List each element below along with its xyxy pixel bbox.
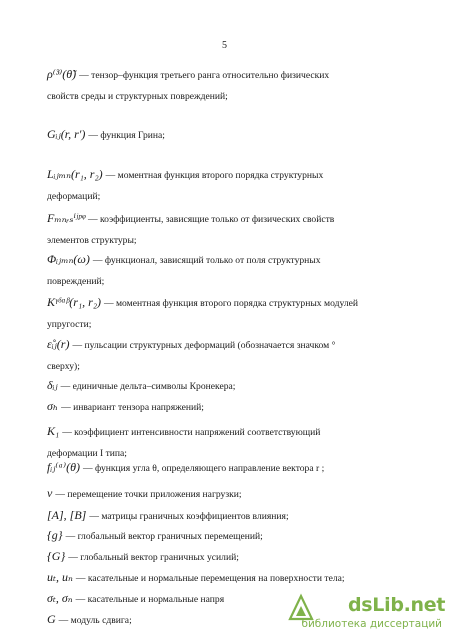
- list-item: [47, 249, 413, 292]
- definition-text: — модуль сдвига;: [58, 615, 132, 626]
- definition-text: — функция угла θ, определяющего направление вектора r ;: [82, 463, 325, 474]
- math-symbol: {G}: [47, 549, 66, 563]
- definition-text: — коэффициент интенсивности напряжений соответствующий: [62, 427, 321, 438]
- definition-text: — единичные дельта–символы Кронекера;: [60, 381, 236, 392]
- list-item: [47, 124, 413, 146]
- math-symbol: [A], [B]: [47, 508, 87, 522]
- watermark: [286, 592, 446, 632]
- list-item: [47, 208, 413, 251]
- list-item: [47, 525, 413, 547]
- definition-text: — инвариант тензора напряжений;: [61, 402, 204, 413]
- definition-continuation: деформаций;: [47, 191, 101, 202]
- watermark-tagline: библиотека диссертаций: [301, 618, 442, 630]
- list-item: [47, 483, 413, 505]
- math-symbol: Fₘₙᵣₛⁱʲᵖᵠ: [47, 211, 85, 225]
- list-item: [47, 457, 413, 479]
- math-symbol: Gᵢⱼ(r, r′): [47, 127, 86, 141]
- math-symbol: {g}: [47, 528, 63, 542]
- definition-text: — моментная функция второго порядка структурных модулей: [103, 298, 359, 309]
- list-item: [47, 164, 413, 207]
- list-item: [47, 334, 413, 377]
- definition-text: — тензор–функция третьего ранга относительно физических: [79, 70, 330, 81]
- definition-text: — матрицы граничных коэффициентов влияния;: [89, 511, 289, 522]
- math-symbol: Kᵞᵟᵅᵝ(r₁, r₂): [47, 295, 101, 309]
- definition-text: — пульсации структурных деформаций (обозначается значком °: [72, 340, 336, 351]
- definition-text: — функционал, зависящий только от поля структурных: [92, 255, 321, 266]
- math-symbol: δᵢⱼ: [47, 378, 58, 392]
- math-symbol: ε̊ᵢⱼ(r): [47, 337, 70, 351]
- list-item: [47, 396, 413, 418]
- math-symbol: fᵢⱼ⁽ᵃ⁾(θ): [47, 460, 80, 474]
- list-item: [47, 505, 413, 527]
- math-symbol: Φᵢⱼₘₙ(ω): [47, 252, 90, 266]
- list-item: [47, 375, 413, 397]
- definition-text: — перемещение точки приложения нагрузки;: [55, 489, 242, 500]
- definition-continuation: сверху);: [47, 361, 80, 372]
- definition-text: — коэффициенты, зависящие только от физических свойств: [88, 214, 335, 225]
- definition-text: — касательные и нормальные напря: [75, 594, 225, 605]
- math-symbol: σₜ, σₙ: [47, 591, 73, 605]
- list-item: [47, 567, 413, 589]
- math-symbol: G: [47, 612, 56, 626]
- definition-text: — функция Грина;: [88, 130, 165, 141]
- list-item: [47, 546, 413, 568]
- math-symbol: uₜ, uₙ: [47, 570, 73, 584]
- definition-text: — касательные и нормальные перемещения на поверхности тела;: [75, 573, 345, 584]
- math-symbol: Lᵢⱼₘₙ(r₁, r₂): [47, 167, 103, 181]
- definition-text: — глобальный вектор граничных усилий;: [68, 552, 239, 563]
- list-item: [47, 292, 413, 335]
- definition-continuation: свойств среды и структурных повреждений;: [47, 91, 228, 102]
- definition-continuation: повреждений;: [47, 276, 105, 287]
- math-symbol: ρ⁽³⁾(θ̃): [47, 67, 77, 81]
- list-item: [47, 64, 413, 107]
- watermark-name: dsLib.net: [348, 594, 446, 616]
- definition-text: — глобальный вектор граничных перемещений;: [65, 531, 263, 542]
- math-symbol: K₁: [47, 424, 60, 438]
- definition-continuation: элементов структуры;: [47, 235, 137, 246]
- math-symbol: v: [47, 486, 53, 500]
- math-symbol: σₕ: [47, 399, 59, 413]
- definition-text: — моментная функция второго порядка структурных: [105, 170, 324, 181]
- definition-continuation: упругости;: [47, 319, 92, 330]
- page-number: 5: [222, 40, 227, 51]
- definition-continuation: деформации I типа;: [47, 448, 127, 459]
